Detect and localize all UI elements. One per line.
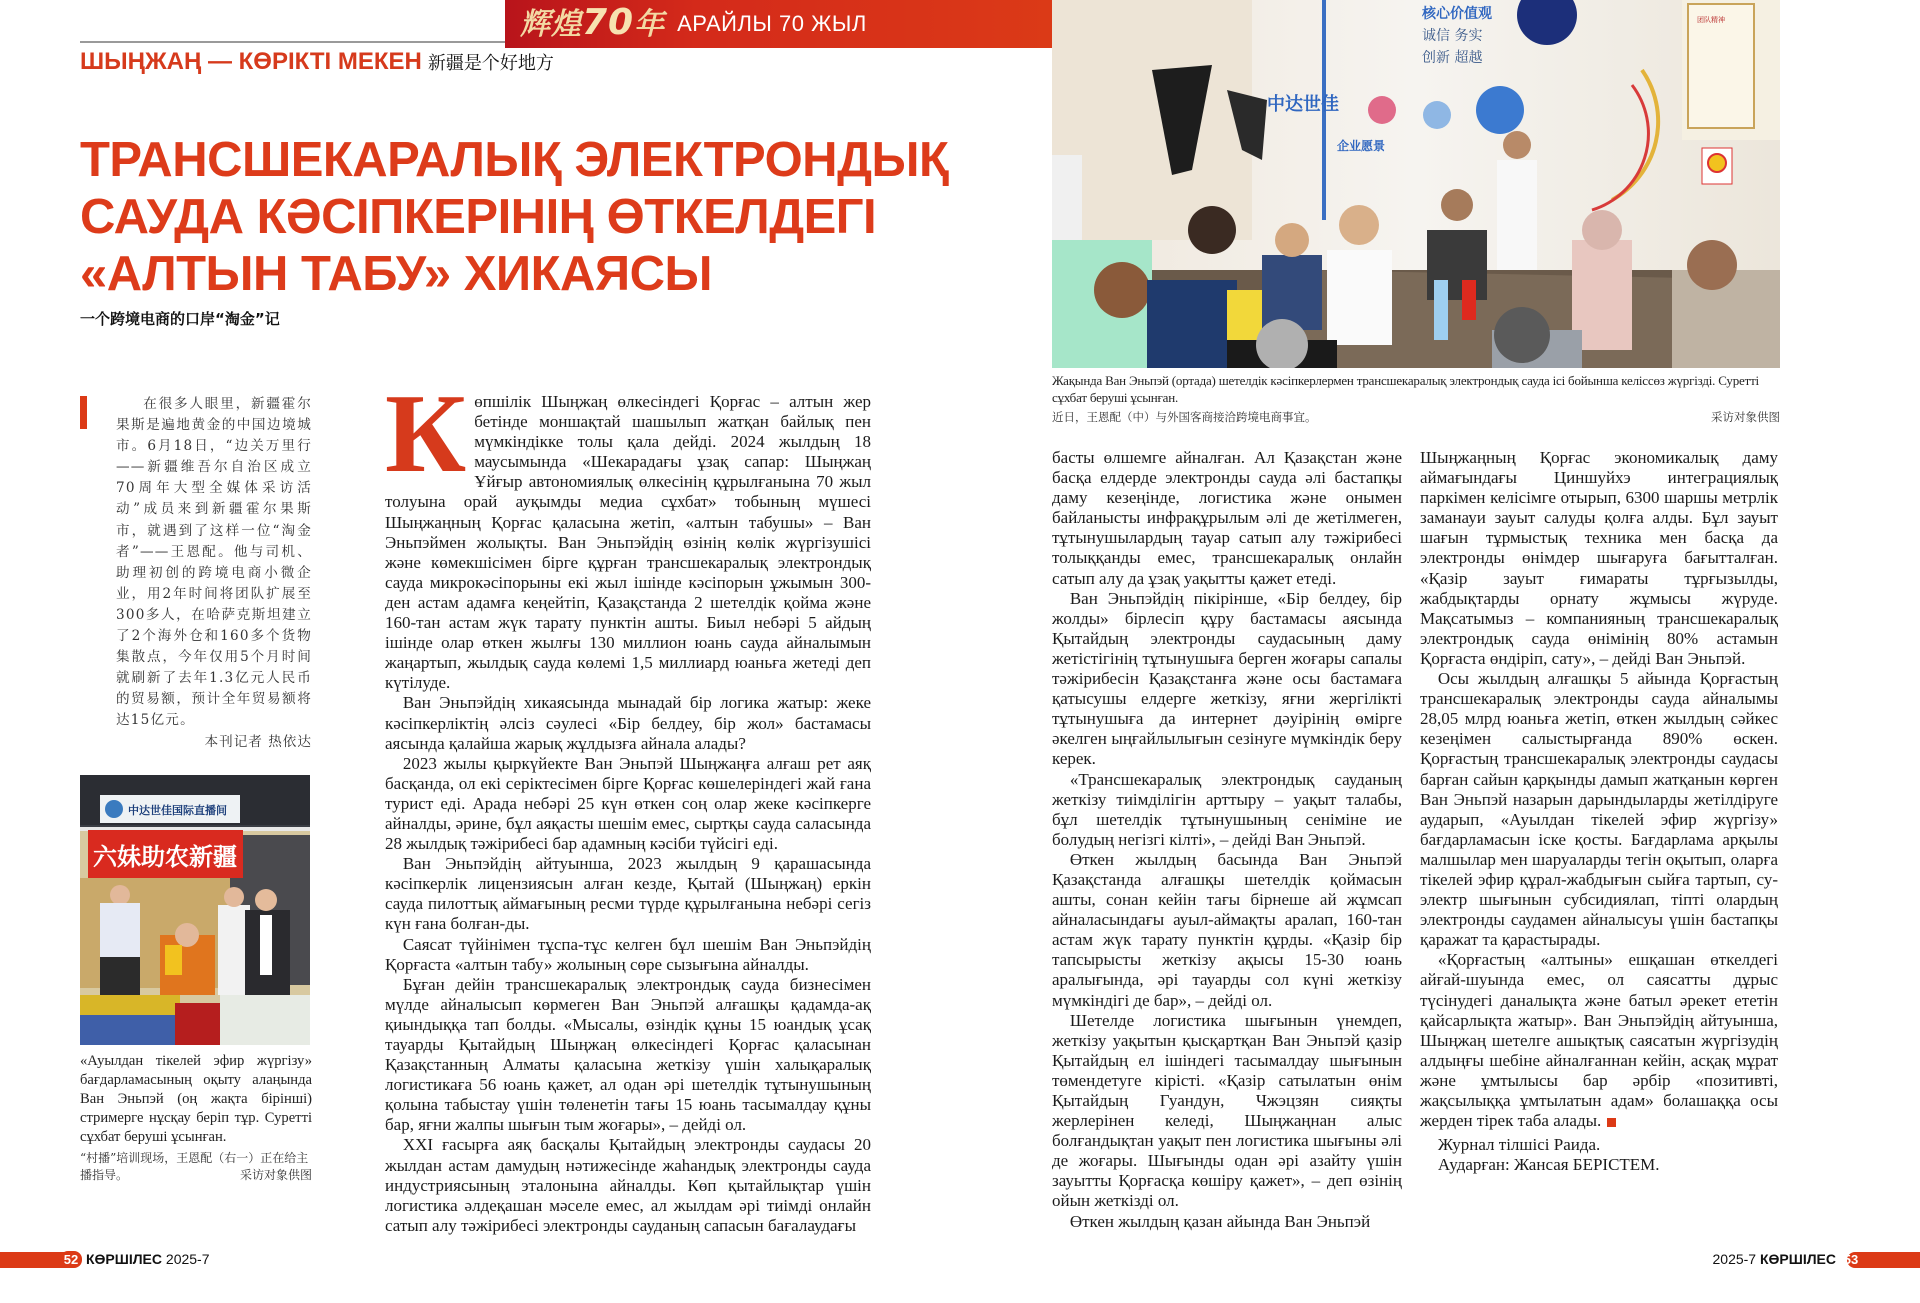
- title-line: «АЛТЫН ТАБУ» ХИКАЯСЫ: [80, 247, 713, 301]
- page-number-right: 53: [1843, 1252, 1859, 1267]
- footer-right-text: [1713, 1251, 1837, 1268]
- left-photo-caption: «Ауылдан тікелей эфир жүргізу» бағдарламасының оқыту алаңында Ван Эньпэй (оң жақта бірінші) стримерге нұсқау беріп тұр. Суретті сұхбат беруші ұсынған.: [80, 1053, 312, 1145]
- paragraph: XXI ғасырға аяқ басқалы Қытайдың электронды саудасы 20 жылдан астам дамудың нәтижесінде жаһандық электронды сауда индустриясының эталонына айналды. Көп қытайлықтар үшін логистика әлдеқашан мәселе емес, ал жылдам әрі тиімді онлайн сатып алу тәжірибесі электронды сауданың сапасын бағалаудағы: [385, 1135, 871, 1235]
- paragraph: Ван Эньпэйдің хикаясында мынадай бір логика жатыр: жеке кәсіпкерліктің әлсіз сәулесі «Бір белдеу, бір жол» бастамасы аясында қалайша жарық жұлдызға айнала алады?: [385, 693, 871, 753]
- title-block: [80, 132, 949, 329]
- article-title: [80, 132, 949, 303]
- paragraph: Ван Эньпэйдің пікірінше, «Бір белдеу, бір жолды» бірлесіп құру бастамасы аясында Қытайдың электронды саудасының даму жетістігінің тұтынушыға берген жоғары сапалы тәжірибесін Қазақстанға және осы бастамаға қатысушы елдерге жеткізу, яғни жергілікті тұтынушыға да интернет дәуірінің өмірге әкелген ыңғайлылығын сезінуге мүмкіндік беру керек.: [1052, 588, 1402, 769]
- footer-left-text: [86, 1251, 210, 1268]
- photo-credit: 采访对象供图: [239, 1168, 312, 1182]
- drop-cap: К: [385, 372, 467, 496]
- paragraph: Шыңжаңның Қорғас экономикалық даму аймағындағы Циншуйхэ интеграциялық паркімен келісімге отырып, 6300 шаршы метрлік заманауи зауыт салуды қолға алды. Бұл зауыт шағын тұрмыстық техника мен басқа да электронды өнімдер шығаруға бағытталған. «Қазір зауыт ғимараты тұрғызылды, жабдықтарды орнату жұмысы жүруде. Мақсатымыз – компанияның трансшекаралық электрондық сауда өнімінің 80% астамын Қорғаста өндіріп, сату», – дейді Ван Эньпэй.: [1420, 448, 1778, 668]
- photo-sign-text: 中达世佳国际直播间: [128, 804, 227, 817]
- issue-number: 2025-7: [1712, 1251, 1757, 1267]
- logo-zh: 辉煌: [520, 7, 582, 42]
- band-title: АРАЙЛЫ 70 ЖЫЛ: [677, 11, 867, 36]
- paragraph: Өткен жылдың басында Ван Эньпэй Қазақстанда алғашқы шетелдік қоймасын ашты, сонан кейін тағы бірнеше ай жұмсап айналасындағы ауыл-аймақты аралап, 160-тан астам жүк тарату пунктін құрды. «Қазір бір тапсырысты жеткізу ақысы 15-30 юань аралығында, әрі тауарды сол күні жеткізу мүмкіндігі де бар», – дейді ол.: [1052, 849, 1402, 1010]
- left-photo-caption-block: [80, 1052, 312, 1184]
- photo-banner-text: 六妹助农新疆: [93, 843, 237, 871]
- section-label: [80, 48, 554, 76]
- paragraph: Саясат түйінімен тұспа-тұс келген бұл шешім Ван Эньпэйдің Қорғаста «алтын табу» жолының сөре сызығына айналды.: [385, 934, 871, 974]
- wall-text-values-1: 诚信 务实: [1422, 28, 1483, 44]
- paragraph: 2023 жылы қыркүйекте Ван Эньпэй Шыңжаңға алғаш рет аяқ басқанда, ол екі серіктесімен бірге Қорғас көшелеріндегі жай ғана турист еді. Арада небәрі 25 күн өткен соң олар жеке кәсіпкерге айналды, әрине, бұл аяқасты шешім емес, сыртқы сауда саласында 28 жылдық тәжірибесі бар адамның кәсіби түйсігі еді.: [385, 753, 871, 854]
- page-number-left: 52: [60, 1251, 82, 1268]
- photo-credit: 采访对象供图: [1711, 410, 1780, 424]
- reporter-credit: Журнал тілшісі Раида.: [1437, 1135, 1601, 1155]
- caption-zh-text: “村播”培训现场，王恩配（右一）正在给主播指导。: [80, 1151, 309, 1182]
- logo-year: 年: [634, 7, 666, 42]
- title-line: ТРАНСШЕКАРАЛЫҚ ЭЛЕКТРОНДЫҚ: [80, 133, 949, 187]
- header-rule: [80, 41, 505, 43]
- wall-text-company: 中达世佳: [1267, 94, 1339, 115]
- wall-text-team: 团队精神: [1697, 16, 1725, 24]
- title-line: САУДА КӘСІПКЕРІНІҢ ӨТКЕЛДЕГІ: [80, 190, 877, 244]
- wall-text-vision: 企业愿景: [1337, 139, 1386, 153]
- header-band: [505, 0, 1052, 48]
- body-column-3: [1420, 448, 1778, 1175]
- body-column-2: [1052, 448, 1402, 1232]
- paragraph: «Трансшекаралық электрондық сауданың жеткізу тиімділігін арттыру – уақыт талабы, бұл шетелдік тұтынушының сеніміне ие болудың негізгі кілті», – дейді Ван Эньпэй.: [1052, 769, 1402, 849]
- section-label-zh: 新疆是个好地方: [427, 53, 554, 73]
- end-mark-icon: [1607, 1118, 1616, 1127]
- paragraph: Бұған дейін трансшекаралық электрондық сауда бизнесімен мүлде айналысып көрмеген Ван Эньпэй алғашқы қадамда-ақ қиындыққа тап болды. «Мысалы, өзіндік құны 15 юандық ұсақ тауарды Қытайдың Шыңжаң өлкесіндегі Қорғас қаласынан Қазақстанның Алматы қаласына жеткізу үшін халықаралық логистикаға 56 юань қажет, ал одан әрі шетелдік тұтынушының қолына табыстау үшін төленетін тағы 15 юань тасымалдау құны бар, яғни жалпы шығын тым жоғары», – дейді ол.: [385, 974, 871, 1135]
- article-subtitle-zh: 一个跨境电商的口岸“淘金”记: [80, 310, 280, 328]
- wall-text-values-2: 创新 超越: [1422, 50, 1483, 66]
- livestream-photo: [80, 775, 310, 1045]
- anniversary-logo: [520, 1, 665, 47]
- meeting-photo: [1052, 0, 1780, 368]
- paragraph: Ван Эньпэйдің айтуынша, 2023 жылдың 9 қарашасында кәсіпкерлік лицензиясын алған кезде, Қытай (Шыңжаң) еркін сауда пилоттық аймағының ресми түрде құрылғанына небәрі сегіз күн ғана болған-ды.: [385, 854, 871, 934]
- section-label-kz: ШЫҢЖАҢ — КӨРІКТІ МЕКЕН: [80, 48, 422, 75]
- caption-zh-text: 近日，王恩配（中）与外国客商接洽跨境电商事宜。: [1052, 410, 1317, 424]
- summary-byline: 本刊记者 热依达: [204, 733, 312, 750]
- paragraph: Өткен жылдың қазан айында Ван Эньпэй: [1069, 1211, 1371, 1231]
- paragraph: басты өлшемге айналған. Ал Қазақстан және басқа елдерде электронды сауда әлі бастапқы даму кезеңінде, логистика және онымен байланысты инфрақұрылым әлі де жетілмеген, тұтынушылардың тауар сатып алу тәжірибесі толыққанды емес, трансшекаралық онлайн сатып алу да ұзақ уақытты қажет етеді.: [1052, 448, 1402, 588]
- chinese-summary: 在很多人眼里，新疆霍尔果斯是遍地黄金的中国边境城市。6月18日，“边关万里行——新疆维吾尔自治区成立70周年大型全媒体采访活动”成员来到新疆霍尔果斯市，就遇到了这样一位“淘金者”——王恩配。他与司机、助理初创的跨境电商小微企业，用2年时间将团队扩展至300多人，在哈萨克斯坦建立了2个海外仓和160多个货物集散点，今年仅用5个月时间就刷新了去年1.3亿元人民币的贸易额，预计全年贸易额将达15亿元。: [116, 396, 312, 729]
- body-column-1: [385, 372, 871, 1236]
- magazine-name: КӨРШІЛЕС: [1759, 1251, 1836, 1267]
- paragraph: Осы жылдың алғашқы 5 айында Қорғастың трансшекаралық электронды сауда айналымы 28,05 млрд юаньға жетіп, өткен жылдың сәйкес кезеңімен салыстырғанда 890% өскен. Қорғастың трансшекаралық электронды саудасы барған сайын қарқынды дамып жатқанын көрген Ван Эньпэй назарын дарындыларды жетілдіруге аударып, «Ауылдан тікелей эфир жүргізу» бағдарламасын іске қосты. Бағдарлама арқылы малшылар мен шаруаларды тегін оқытып, оларға тікелей эфир құрал-жабдығын сыйға тартып, су-электр шығынын субсидиялап, тіпті олардың электронды саудамен айналысуы үшін бастапқы қаражат та қарастырады.: [1420, 669, 1778, 950]
- summary-marker: [80, 396, 87, 429]
- issue-number: 2025-7: [165, 1251, 210, 1267]
- right-photo-caption: Жақында Ван Эньпэй (ортада) шетелдік кәсіпкерлермен трансшекаралық электрондық сауда ісі бойынша келіссөз жүргізді. Суретті сұхбат беруші ұсынған.: [1052, 373, 1759, 405]
- right-photo-caption-block: [1052, 372, 1780, 425]
- signature: [1420, 1135, 1778, 1175]
- paragraph: өпшілік Шыңжаң өлкесіндегі Қорғас – алтын жер бетінде моншақтай шашылып жатқан байлық пен мүмкіндікке толы қала дейді. 2024 жылдың 18 маусымында «Шекарадағы ұзақ сапар: Шыңжаң Ұйғыр автономиялық өлкесінің құрылғанына 70 жыл толуына орай ауқымды медиа сұхбат» тобының мүшесі Шыңжаңның Қорғас қаласына жетіп, «алтын табушы» – Ван Эньпэймен жолықты. Ван Эньпэйдің өзінің көлік жүргізушісі және көмекшісімен бірге құрған трансшекаралық электрондық сауда микрокәсіпорыны екі жыл ішінде кәсіпорын ұжымын 300-ден астам адамға кеңейтіп, Қазақстанда 2 шетелдік қойма және 160-тан астам жүк тарату пунктін ашты. Биыл небәрі 5 айдың ішінде олар өткен жылғы 130 миллион юань сауда айналымын жаңартып, жылдық сауда көлемі 1,5 миллиард юаньға жетеді деп күтілуде.: [385, 392, 871, 693]
- logo-number: 70: [582, 2, 635, 43]
- translator-credit: Аударған: Жансая БЕРІСТЕМ.: [1437, 1155, 1660, 1175]
- left-photo-caption-zh: [80, 1150, 312, 1184]
- right-photo-caption-zh: [1052, 409, 1780, 425]
- chinese-summary-block: [116, 394, 312, 753]
- paragraph: Шетелде логистика шығынын үнемдеп, жеткізу уақытын қысқартқан Ван Эньпэй қазір Қытайдың ел ішіндегі тасымалдау шығынын төмендетуге кірісті. «Қазір сатылатын өнім Қытайдың Гуандун, Чжэцзян сияқты жерлерінен келеді, Шыңжаңнан алыс болғандықтан уақыт пен логистика шығыны әлі де жоғары. Шығынды одан әрі азайту үшін зауытты Қорғасқа көшіру қажет», – деп өзінің ойын жеткізді ол.: [1052, 1010, 1402, 1211]
- wall-text-values: 核心价值观: [1422, 6, 1492, 22]
- magazine-name: КӨРШІЛЕС: [86, 1251, 163, 1267]
- closing-paragraph: «Қорғастың «алтыны» ешқашан өткелдегі айғай-шуында емес, ол саясатты дұрыс түсінудегі даналықта және батыл әрекет ететін қайсарлықта жатыр». Ван Эньпэйдің айтуынша, Шыңжаң шетелге ашықтық саясатын жүргізудің алдыңғы шебіне айналғаннан кейін, асқақ мұрат және ұмтылысы бар әрбір «позитивті, жақсылыққа ұмтылатын адам» болашаққа осы жерден тірек таба алады.: [1420, 950, 1778, 1131]
